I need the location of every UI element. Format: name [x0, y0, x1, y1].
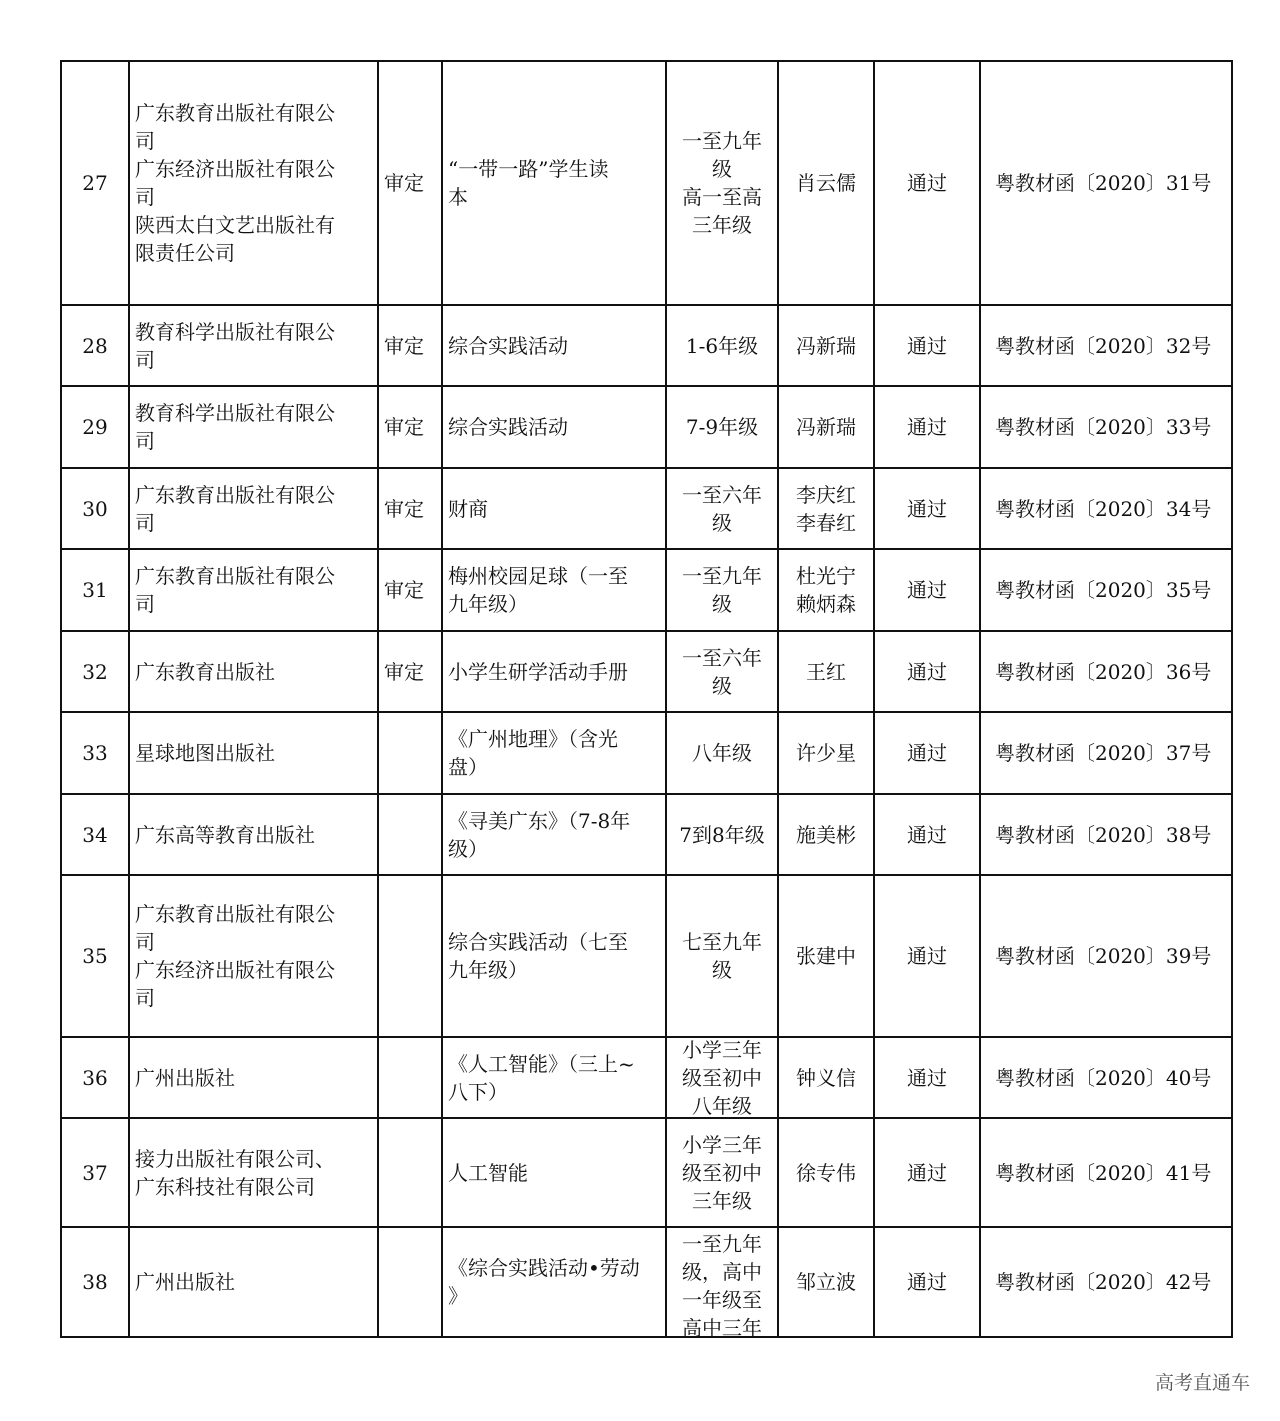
- document-number: 粤教材函〔2020〕36号: [995, 659, 1212, 684]
- publisher-line: 司: [135, 930, 155, 954]
- chief-editor-cell: [778, 1227, 874, 1337]
- review-result-cell: [874, 549, 980, 631]
- publisher-line: 司: [135, 129, 155, 153]
- publisher-line: 广州出版社: [135, 1065, 235, 1090]
- publisher-line: 广东教育出版社有限公: [135, 101, 335, 125]
- chief-editor-line: 李庆红: [796, 482, 856, 507]
- row-number-cell: [61, 61, 129, 305]
- grade-range-line: 级: [712, 673, 732, 698]
- grade-range-line: 7到8年级: [679, 822, 765, 847]
- textbook-title-cell: [442, 386, 666, 468]
- chief-editor-cell: [778, 468, 874, 549]
- grade-range-line: 级，高中: [682, 1260, 762, 1284]
- publisher-line: 星球地图出版社: [135, 741, 275, 765]
- chief-editor-line: 赖炳森: [796, 592, 856, 616]
- review-type-cell: [378, 1037, 442, 1118]
- grade-range-line: 八年级: [692, 741, 752, 765]
- publisher-cell: [129, 875, 378, 1037]
- document-number-cell: [980, 1037, 1232, 1118]
- row-number: 35: [82, 944, 108, 968]
- textbook-title-cell: [442, 631, 666, 712]
- review-type-line: 审定: [384, 578, 424, 602]
- row-number: 36: [82, 1065, 108, 1090]
- textbook-title-cell: [442, 468, 666, 549]
- review-result: 通过: [907, 578, 947, 602]
- review-type-cell: [378, 1118, 442, 1227]
- table-row: [61, 1118, 1232, 1227]
- grade-range-cell: [666, 794, 778, 875]
- chief-editor-cell: [778, 549, 874, 631]
- textbook-title-cell: [442, 61, 666, 305]
- grade-range-cell: [666, 631, 778, 712]
- row-number: 37: [82, 1160, 108, 1185]
- table-row: [61, 61, 1232, 305]
- chief-editor-line: 王红: [806, 659, 846, 684]
- publisher-cell: [129, 549, 378, 631]
- grade-range-cell: [666, 549, 778, 631]
- document-number-cell: [980, 794, 1232, 875]
- publisher-cell: [129, 468, 378, 549]
- chief-editor-line: 肖云儒: [796, 171, 856, 195]
- review-type-cell: [378, 549, 442, 631]
- textbook-title-line: 级）: [448, 836, 488, 861]
- publisher-cell: [129, 631, 378, 712]
- document-number-cell: [980, 61, 1232, 305]
- review-result-cell: [874, 1227, 980, 1337]
- table-row: [61, 549, 1232, 631]
- chief-editor-cell: [778, 712, 874, 794]
- row-number-cell: [61, 875, 129, 1037]
- grade-range-line: 高中三年: [682, 1316, 762, 1336]
- review-result-cell: [874, 305, 980, 386]
- publisher-line: 司: [135, 510, 155, 535]
- document-number: 粤教材函〔2020〕38号: [995, 822, 1212, 847]
- grade-range-line: 一至九年: [682, 1232, 762, 1256]
- row-number-cell: [61, 468, 129, 549]
- grade-range-line: 级至初中: [682, 1065, 762, 1090]
- row-number: 28: [82, 333, 108, 358]
- review-type-cell: [378, 305, 442, 386]
- grade-range-line: 三年级: [692, 213, 752, 237]
- row-number-cell: [61, 631, 129, 712]
- textbook-title-line: 《人工智能》（三上~: [448, 1051, 635, 1076]
- review-type-line: 审定: [384, 415, 424, 439]
- row-number: 29: [82, 415, 108, 439]
- document-number-cell: [980, 468, 1232, 549]
- grade-range-line: 一至六年: [682, 645, 762, 670]
- review-result-cell: [874, 794, 980, 875]
- row-number-cell: [61, 305, 129, 386]
- textbook-title-cell: [442, 875, 666, 1037]
- review-result: 通过: [907, 822, 947, 847]
- chief-editor-cell: [778, 1118, 874, 1227]
- document-number-cell: [980, 1118, 1232, 1227]
- review-type-cell: [378, 712, 442, 794]
- publisher-line: 司: [135, 592, 155, 616]
- publisher-cell: [129, 305, 378, 386]
- review-type-cell: [378, 631, 442, 712]
- document-number-cell: [980, 305, 1232, 386]
- publisher-line: 广东高等教育出版社: [135, 822, 315, 847]
- chief-editor-line: 冯新瑞: [796, 415, 856, 439]
- review-result: 通过: [907, 415, 947, 439]
- table-row: [61, 1037, 1232, 1118]
- publisher-cell: [129, 386, 378, 468]
- review-result: 通过: [907, 1160, 947, 1185]
- textbook-title-cell: [442, 1037, 666, 1118]
- grade-range-cell: [666, 712, 778, 794]
- document-number-cell: [980, 549, 1232, 631]
- grade-range-cell: [666, 386, 778, 468]
- review-type-line: 审定: [384, 171, 424, 195]
- chief-editor-line: 张建中: [796, 944, 856, 968]
- grade-range-cell: [666, 61, 778, 305]
- textbook-title-line: 梅州校园足球（一至: [448, 564, 628, 588]
- textbook-title-cell: [442, 794, 666, 875]
- document-number-cell: [980, 631, 1232, 712]
- review-result: 通过: [907, 659, 947, 684]
- textbook-title-line: 九年级）: [448, 592, 528, 616]
- grade-range-line: 一至六年: [682, 482, 762, 507]
- textbook-title-cell: [442, 1227, 666, 1337]
- publisher-line: 限责任公司: [135, 241, 235, 265]
- review-result: 通过: [907, 496, 947, 521]
- textbook-title-cell: [442, 712, 666, 794]
- row-number-cell: [61, 549, 129, 631]
- document-number: 粤教材函〔2020〕32号: [995, 333, 1212, 358]
- grade-range-line: 级: [712, 157, 732, 181]
- publisher-line: 广东教育出版社: [135, 659, 275, 684]
- publisher-line: 接力出版社有限公司、: [135, 1146, 335, 1171]
- publisher-line: 广东经济出版社有限公: [135, 157, 335, 181]
- publisher-cell: [129, 794, 378, 875]
- table-row: [61, 875, 1232, 1037]
- review-result-cell: [874, 631, 980, 712]
- textbook-title-line: 八下）: [448, 1079, 508, 1104]
- review-type-cell: [378, 61, 442, 305]
- row-number: 30: [82, 496, 108, 521]
- publisher-cell: [129, 1037, 378, 1118]
- publisher-line: 教育科学出版社有限公: [135, 319, 335, 344]
- grade-range-line: 一至九年: [682, 129, 762, 153]
- row-number-cell: [61, 1118, 129, 1227]
- document-number: 粤教材函〔2020〕33号: [995, 415, 1212, 439]
- publisher-cell: [129, 1227, 378, 1337]
- row-number-cell: [61, 1227, 129, 1337]
- chief-editor-line: 许少星: [796, 741, 856, 765]
- publisher-line: 司: [135, 429, 155, 453]
- grade-range-line: 小学三年: [682, 1132, 762, 1157]
- review-result-cell: [874, 712, 980, 794]
- textbook-title-line: 《综合实践活动•劳动: [448, 1256, 640, 1280]
- review-result-cell: [874, 61, 980, 305]
- review-result: 通过: [907, 1270, 947, 1294]
- review-result: 通过: [907, 944, 947, 968]
- grade-range-line: 级至初中: [682, 1160, 762, 1185]
- chief-editor-cell: [778, 1037, 874, 1118]
- review-result: 通过: [907, 1065, 947, 1090]
- publisher-line: 陕西太白文艺出版社有: [135, 213, 335, 237]
- grade-range-line: 7-9年级: [685, 415, 759, 439]
- row-number-cell: [61, 386, 129, 468]
- chief-editor-line: 杜光宁: [796, 564, 856, 588]
- table-row: [61, 794, 1232, 875]
- table-row: [61, 1227, 1232, 1337]
- textbook-title-line: 本: [448, 185, 468, 209]
- document-number-cell: [980, 875, 1232, 1037]
- textbook-title-line: 小学生研学活动手册: [448, 659, 628, 684]
- row-number-cell: [61, 1037, 129, 1118]
- review-type-cell: [378, 875, 442, 1037]
- grade-range-line: 一至九年: [682, 564, 762, 588]
- review-type-line: 审定: [384, 333, 424, 358]
- publisher-line: 广州出版社: [135, 1270, 235, 1294]
- grade-range-cell: [666, 1227, 778, 1337]
- publisher-line: 广东教育出版社有限公: [135, 482, 335, 507]
- chief-editor-line: 李春红: [796, 510, 856, 535]
- row-number: 38: [82, 1270, 108, 1294]
- review-result-cell: [874, 386, 980, 468]
- grade-range-cell: [666, 305, 778, 386]
- grade-range-line: 1-6年级: [685, 333, 759, 358]
- textbook-title-cell: [442, 549, 666, 631]
- textbook-title-cell: [442, 305, 666, 386]
- grade-range-line: 一年级至: [682, 1288, 762, 1312]
- review-type-line: 审定: [384, 496, 424, 521]
- document-number: 粤教材函〔2020〕35号: [995, 578, 1212, 602]
- publisher-line: 广东科技社有限公司: [135, 1174, 315, 1199]
- textbook-title-line: 综合实践活动（七至: [448, 930, 628, 954]
- table-row: [61, 386, 1232, 468]
- textbook-title-line: 综合实践活动: [448, 333, 568, 358]
- publisher-cell: [129, 712, 378, 794]
- watermark: 高考直通车: [1154, 1372, 1250, 1394]
- textbook-title-line: 综合实践活动: [448, 415, 568, 439]
- textbook-title-line: “一带一路”学生读: [448, 157, 609, 181]
- document-number: 粤教材函〔2020〕31号: [995, 171, 1212, 195]
- grade-range-line: 级: [712, 592, 732, 616]
- grade-range-line: 级: [712, 510, 732, 535]
- document-number: 粤教材函〔2020〕39号: [995, 944, 1212, 968]
- review-type-cell: [378, 386, 442, 468]
- review-type-line: 审定: [384, 659, 424, 684]
- grade-range-cell: [666, 875, 778, 1037]
- publisher-line: 司: [135, 986, 155, 1010]
- review-result-cell: [874, 1118, 980, 1227]
- chief-editor-cell: [778, 631, 874, 712]
- publisher-cell: [129, 61, 378, 305]
- chief-editor-cell: [778, 875, 874, 1037]
- chief-editor-line: 施美彬: [796, 822, 856, 847]
- publisher-line: 司: [135, 347, 155, 372]
- textbook-title-line: 财商: [448, 496, 488, 521]
- publisher-line: 广东教育出版社有限公: [135, 902, 335, 926]
- review-result-cell: [874, 1037, 980, 1118]
- grade-range-line: 八年级: [692, 1093, 752, 1117]
- chief-editor-cell: [778, 794, 874, 875]
- chief-editor-cell: [778, 305, 874, 386]
- document-number: 粤教材函〔2020〕41号: [995, 1160, 1212, 1185]
- review-result: 通过: [907, 741, 947, 765]
- grade-range-cell: [666, 1118, 778, 1227]
- publisher-line: 教育科学出版社有限公: [135, 401, 335, 425]
- grade-range-cell: [666, 1037, 778, 1118]
- document-number-cell: [980, 712, 1232, 794]
- grade-range-line: 高一至高: [682, 185, 762, 209]
- textbook-title-line: 九年级）: [448, 958, 528, 982]
- table-row: [61, 712, 1232, 794]
- row-number: 32: [82, 659, 108, 684]
- document-number-cell: [980, 1227, 1232, 1337]
- grade-range-line: 七至九年: [682, 930, 762, 954]
- grade-range-line: 三年级: [692, 1188, 752, 1213]
- chief-editor-line: 钟义信: [796, 1065, 856, 1090]
- chief-editor-cell: [778, 386, 874, 468]
- grade-range-cell: [666, 468, 778, 549]
- publisher-cell: [129, 1118, 378, 1227]
- grade-range-line: 级: [712, 958, 732, 982]
- document-number: 粤教材函〔2020〕37号: [995, 741, 1212, 765]
- review-type-cell: [378, 794, 442, 875]
- table-row: [61, 468, 1232, 549]
- publisher-line: 广东教育出版社有限公: [135, 564, 335, 588]
- document-number-cell: [980, 386, 1232, 468]
- textbook-title-line: 盘）: [448, 755, 488, 779]
- review-result: 通过: [907, 333, 947, 358]
- review-result-cell: [874, 875, 980, 1037]
- chief-editor-line: 徐专伟: [796, 1160, 856, 1185]
- textbook-title-line: 》: [448, 1284, 468, 1308]
- document-number: 粤教材函〔2020〕42号: [995, 1270, 1212, 1294]
- chief-editor-line: 邹立波: [796, 1270, 856, 1294]
- review-result-cell: [874, 468, 980, 549]
- row-number: 27: [82, 171, 108, 195]
- review-type-cell: [378, 468, 442, 549]
- chief-editor-line: 冯新瑞: [796, 333, 856, 358]
- textbook-title-line: 《寻美广东》（7-8年: [448, 808, 631, 833]
- row-number: 34: [82, 822, 108, 847]
- publisher-line: 广东经济出版社有限公: [135, 958, 335, 982]
- grade-range-line: 小学三年: [682, 1038, 762, 1062]
- table-row: [61, 305, 1232, 386]
- table-row: [61, 631, 1232, 712]
- document-number: 粤教材函〔2020〕34号: [995, 496, 1212, 521]
- row-number: 31: [82, 578, 108, 602]
- document-number: 粤教材函〔2020〕40号: [995, 1065, 1212, 1090]
- review-result: 通过: [907, 171, 947, 195]
- row-number: 33: [82, 741, 108, 765]
- textbook-approval-table: [60, 60, 1233, 1338]
- chief-editor-cell: [778, 61, 874, 305]
- row-number-cell: [61, 712, 129, 794]
- textbook-title-cell: [442, 1118, 666, 1227]
- row-number-cell: [61, 794, 129, 875]
- review-type-cell: [378, 1227, 442, 1337]
- textbook-title-line: 《广州地理》（含光: [448, 727, 618, 751]
- publisher-line: 司: [135, 185, 155, 209]
- textbook-title-line: 人工智能: [448, 1160, 528, 1185]
